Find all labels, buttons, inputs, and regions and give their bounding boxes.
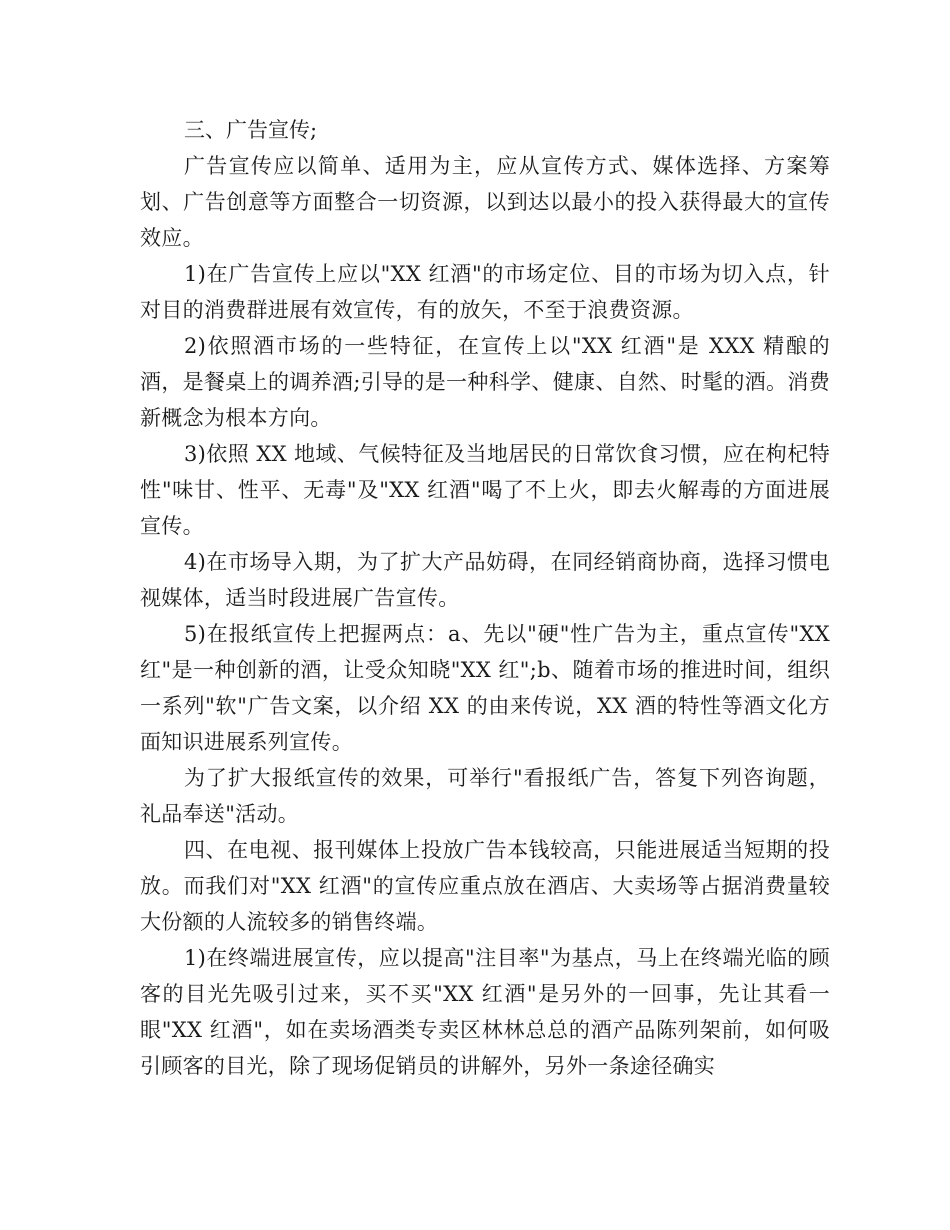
paragraph-item-1: 1)在广告宣传上应以"XX 红酒"的市场定位、目的市场为切入点，针对目的消费群进展有效宣传，有的放矢，不至于浪费资源。 <box>140 262 830 322</box>
paragraph-item-4: 4)在市场导入期，为了扩大产品妨碍，在同经销商协商，选择习惯电视媒体，适当时段进展广告宣传。 <box>140 550 830 610</box>
paragraph-section-4: 四、在电视、报刊媒体上投放广告本钱较高，只能进展适当短期的投放。而我们对"XX 红酒"的宣传应重点放在酒店、大卖场等占据消费量较大份额的人流较多的销售终端。 <box>140 838 830 934</box>
document-body <box>140 112 830 1084</box>
paragraph-terminal-item-1: 1)在终端进展宣传，应以提高"注目率"为基点，马上在终端光临的顾客的目光先吸引过来，买不买"XX 红酒"是另外的一回事，先让其看一眼"XX 红酒"，如在卖场酒类专卖区林林总总的酒产品陈列架前，如何吸引顾客的目光，除了现场促销员的讲解外，另外一条途径确实 <box>140 946 830 1078</box>
paragraph-item-2: 2)依照酒市场的一些特征，在宣传上以"XX 红酒"是 XXX 精酿的酒，是餐桌上的调养酒;引导的是一种科学、健康、自然、时髦的酒。消费新概念为根本方向。 <box>140 334 830 430</box>
paragraph-item-3: 3)依照 XX 地域、气候特征及当地居民的日常饮食习惯，应在枸杞特性"味甘、性平、无毒"及"XX 红酒"喝了不上火，即去火解毒的方面进展宣传。 <box>140 442 830 538</box>
section-heading-3: 三、广告宣传; <box>184 118 318 142</box>
paragraph-newspaper-activity: 为了扩大报纸宣传的效果，可举行"看报纸广告，答复下列咨询题，礼品奉送"活动。 <box>140 766 830 826</box>
paragraph-item-5: 5)在报纸宣传上把握两点：a、先以"硬"性广告为主，重点宣传"XX 红"是一种创新的酒，让受众知晓"XX 红";b、随着市场的推进时间，组织一系列"软"广告文案，以介绍 XX 的由来传说，XX 酒的特性等酒文化方面知识进展系列宣传。 <box>140 622 830 754</box>
paragraph-ad-principle: 广告宣传应以简单、适用为主，应从宣传方式、媒体选择、方案筹划、广告创意等方面整合一切资源，以到达以最小的投入获得最大的宣传效应。 <box>140 154 830 250</box>
